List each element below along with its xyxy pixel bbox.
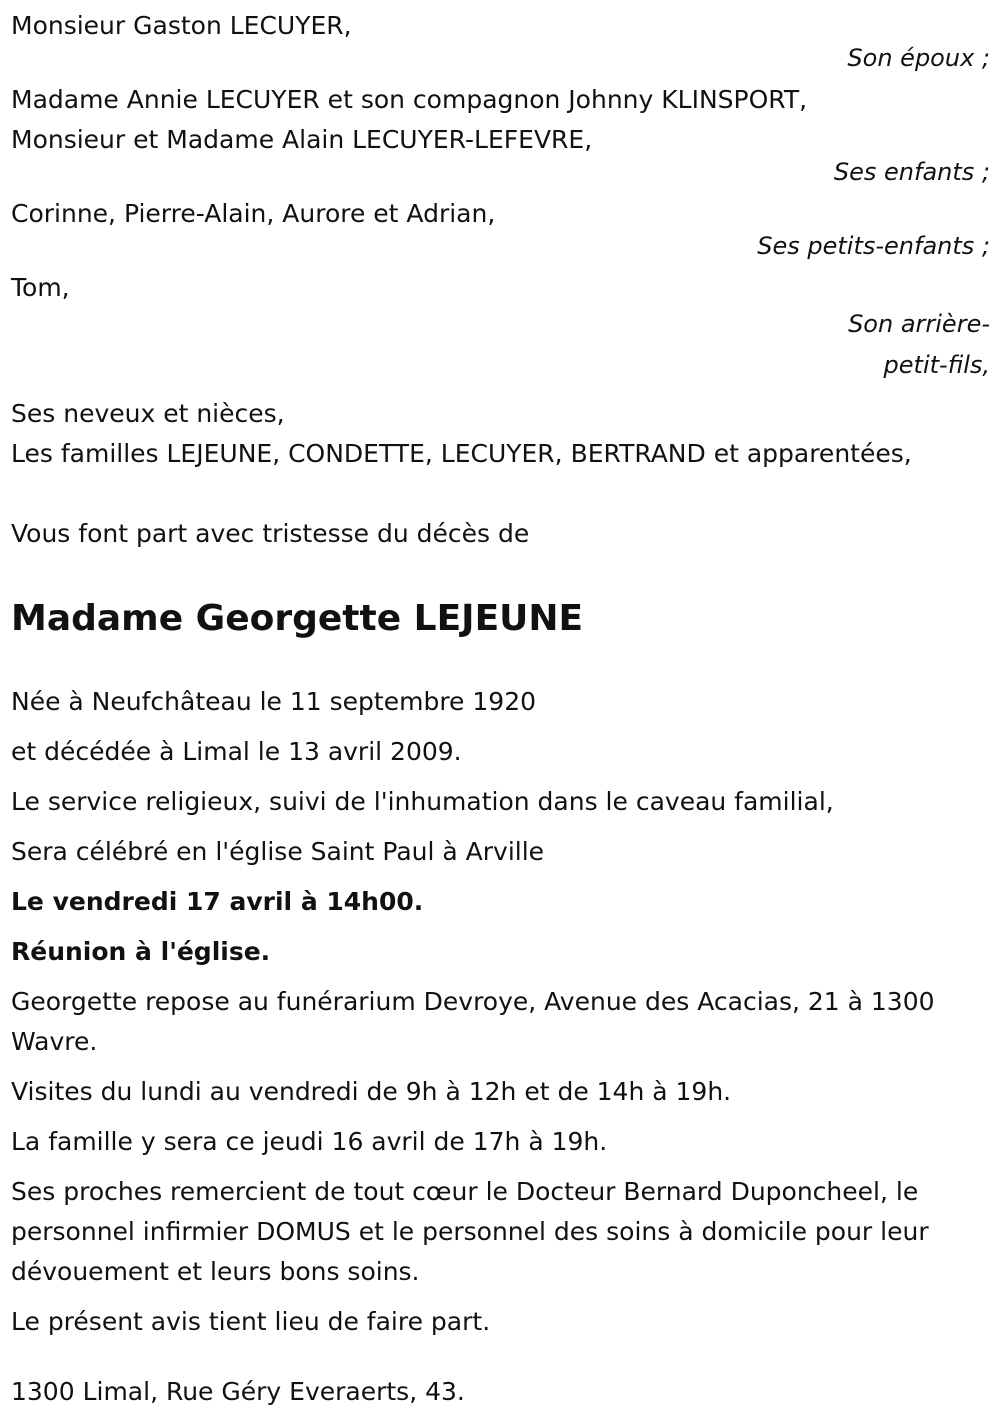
extended-family-line: Les familles LEJEUNE, CONDETTE, LECUYER, BERTRAND et apparentées,: [11, 439, 912, 468]
family-group-children: [11, 80, 990, 190]
relation-label: petit-fils,: [883, 351, 990, 379]
family-group-grandchildren: [11, 194, 990, 264]
family-member-line: Corinne, Pierre-Alain, Aurore et Adrian,: [11, 199, 496, 228]
details: [11, 682, 990, 1342]
deceased-name: Madame Georgette LEJEUNE: [11, 598, 584, 639]
extended-family-line: Ses neveux et nièces,: [11, 399, 285, 428]
family-visit-line: La famille y sera ce jeudi 16 avril de 17h à 19h.: [11, 1127, 608, 1156]
family-member-line: Monsieur Gaston LECUYER,: [11, 11, 352, 40]
announcement-text: Vous font part avec tristesse du décès de: [11, 519, 530, 548]
meeting-line: Réunion à l'église.: [11, 937, 271, 966]
family-member-line: Monsieur et Madame Alain LECUYER-LEFEVRE,: [11, 125, 593, 154]
family-member-line: Tom,: [11, 273, 70, 302]
relation-label: Ses enfants ;: [833, 158, 990, 186]
family-group-great-grandchild: [11, 268, 990, 386]
notice-line: Le présent avis tient lieu de faire part.: [11, 1307, 491, 1336]
relation-label: Son arrière-: [848, 310, 990, 338]
announcement: [11, 514, 990, 554]
thanks-paragraph: Ses proches remercient de tout cœur le Docteur Bernard Duponcheel, le personnel infirmier DOMUS et le personnel des soins à domicile pour leur dévouement et leurs bons soins.: [11, 1177, 929, 1286]
relation-label: Son époux ;: [847, 44, 990, 72]
family-member-line: Madame Annie LECUYER et son compagnon Johnny KLINSPORT,: [11, 85, 808, 114]
service-line: Le service religieux, suivi de l'inhumation dans le caveau familial,: [11, 787, 834, 816]
visits-line: Visites du lundi au vendredi de 9h à 12h et de 14h à 19h.: [11, 1077, 732, 1106]
birth-line: Née à Neufchâteau le 11 septembre 1920: [11, 687, 536, 716]
family-group-spouse: [11, 6, 990, 76]
church-line: Sera célébré en l'église Saint Paul à Arville: [11, 837, 545, 866]
address: [11, 1372, 990, 1412]
date-time-line: Le vendredi 17 avril à 14h00.: [11, 887, 424, 916]
death-line: et décédée à Limal le 13 avril 2009.: [11, 737, 462, 766]
funeral-home-line: Georgette repose au funérarium Devroye, Avenue des Acacias, 21 à 1300 Wavre.: [11, 987, 935, 1056]
address-line: 1300 Limal, Rue Géry Everaerts, 43.: [11, 1377, 465, 1406]
obituary-notice: [11, 6, 990, 1412]
relation-label: Ses petits-enfants ;: [757, 232, 990, 260]
extended-family: [11, 394, 990, 474]
